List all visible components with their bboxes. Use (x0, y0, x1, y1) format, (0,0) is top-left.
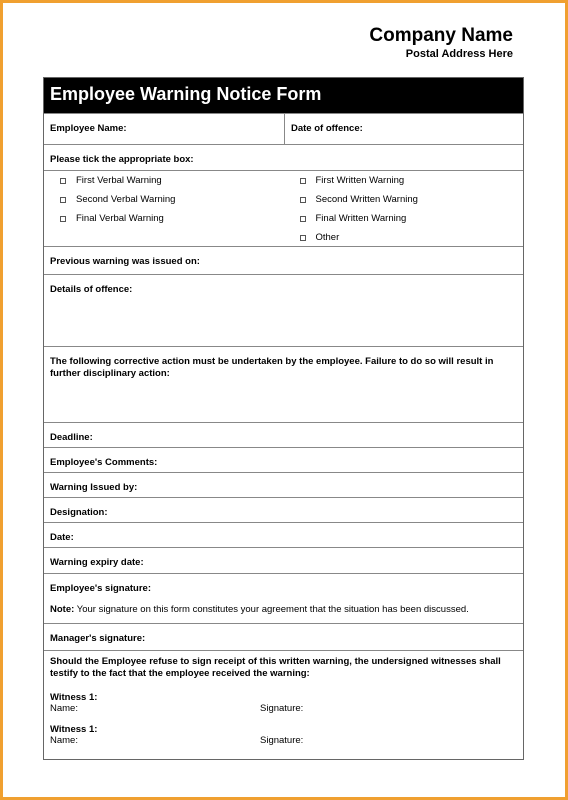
employee-comments-field[interactable] (44, 447, 523, 472)
date-of-offence-field[interactable] (285, 114, 369, 144)
date-field[interactable] (44, 522, 523, 547)
details-of-offence-field[interactable] (44, 274, 523, 346)
checkbox-icon[interactable] (60, 178, 66, 184)
checkbox-final-written[interactable]: Final Written Warning (284, 209, 524, 228)
warning-issued-by-field[interactable] (44, 472, 523, 497)
corrective-action-text: The following corrective action must be undertaken by the employee. Failure to do so will result in further disciplinary action: (50, 356, 494, 379)
note-text: Your signature on this form constitutes your agreement that the situation has been discussed. (76, 604, 469, 615)
checkbox-first-verbal[interactable]: First Verbal Warning (44, 171, 284, 190)
witness-section (44, 650, 523, 759)
witness-2-name-field[interactable]: Name: (50, 735, 78, 746)
checkbox-other[interactable]: Other (284, 228, 524, 247)
deadline-label: Deadline: (50, 432, 93, 443)
employee-signature-label: Employee's signature: (50, 583, 151, 594)
date-of-offence-label: Date of offence: (291, 123, 363, 134)
checkbox-second-written[interactable]: Second Written Warning (284, 190, 524, 209)
checkbox-icon[interactable] (300, 197, 306, 203)
witness-2-label: Witness 1: (50, 724, 98, 735)
employee-name-field[interactable] (44, 114, 285, 144)
warning-form (43, 77, 524, 760)
checkbox-icon[interactable] (60, 197, 66, 203)
checkbox-column-left (44, 171, 284, 246)
employee-comments-label: Employee's Comments: (50, 457, 158, 468)
corrective-action-field[interactable] (44, 346, 523, 422)
witness-2-block (50, 724, 517, 746)
designation-field[interactable] (44, 497, 523, 522)
checkbox-first-written[interactable]: First Written Warning (284, 171, 524, 190)
expiry-label: Warning expiry date: (50, 557, 144, 568)
previous-warning-label: Previous warning was issued on: (50, 256, 200, 267)
witness-1-name-field[interactable]: Name: (50, 703, 78, 714)
previous-warning-field[interactable] (44, 246, 523, 274)
date-label: Date: (50, 532, 74, 543)
checkbox-second-verbal[interactable]: Second Verbal Warning (44, 190, 284, 209)
checkbox-column-right (284, 171, 524, 246)
checkbox-icon[interactable] (300, 178, 306, 184)
witness-2-signature-field[interactable]: Signature: (260, 735, 304, 746)
checkbox-icon[interactable] (300, 216, 306, 222)
note-label: Note: (50, 604, 75, 615)
checkbox-final-verbal[interactable]: Final Verbal Warning (44, 209, 284, 228)
checkbox-icon[interactable] (300, 235, 306, 241)
tick-instruction-row (44, 144, 523, 170)
witness-instruction: Should the Employee refuse to sign receipt of this written warning, the undersigned witnesses shall testify to the fact that the employee received the warning: (50, 656, 501, 679)
warning-type-checkboxes (44, 170, 523, 246)
postal-address: Postal Address Here (405, 48, 513, 60)
company-header (369, 25, 513, 60)
employee-signature-field[interactable] (44, 573, 523, 623)
details-label: Details of offence: (50, 284, 133, 295)
warning-issued-by-label: Warning Issued by: (50, 482, 138, 493)
witness-1-label: Witness 1: (50, 692, 98, 703)
manager-signature-label: Manager's signature: (50, 633, 146, 644)
signature-note (50, 604, 517, 615)
witness-1-block (50, 692, 517, 714)
manager-signature-field[interactable] (44, 623, 523, 650)
tick-label: Please tick the appropriate box: (50, 154, 194, 165)
designation-label: Designation: (50, 507, 108, 518)
company-name: Company Name (369, 25, 513, 46)
employee-name-label: Employee Name: (50, 123, 127, 134)
witness-1-signature-field[interactable]: Signature: (260, 703, 304, 714)
checkbox-icon[interactable] (60, 216, 66, 222)
name-date-row (44, 113, 523, 144)
expiry-date-field[interactable] (44, 547, 523, 573)
form-title: Employee Warning Notice Form (44, 78, 523, 113)
deadline-field[interactable] (44, 422, 523, 447)
